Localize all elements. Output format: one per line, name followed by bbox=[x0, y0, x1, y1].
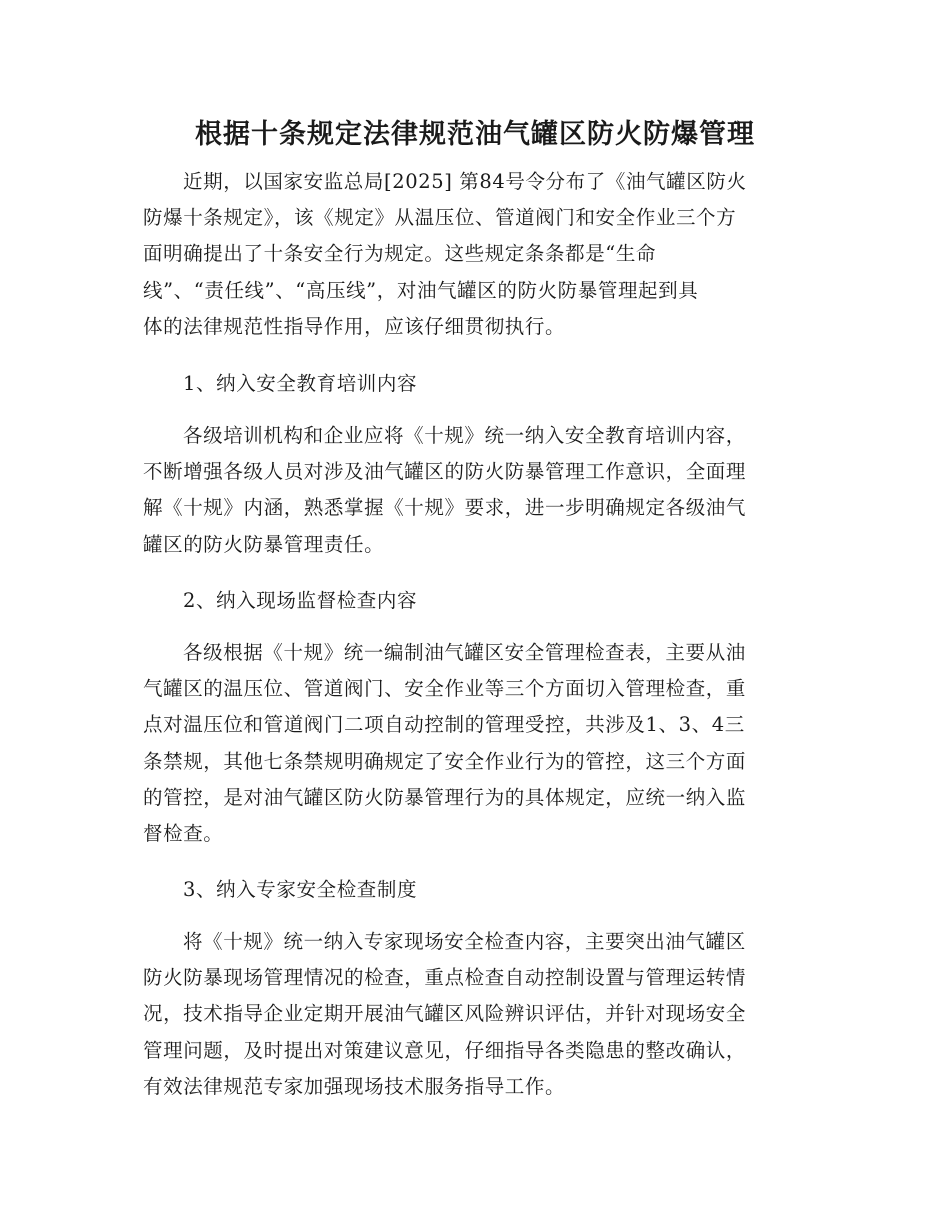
paragraph-line: 不断增强各级人员对涉及油气罐区的防火防暴管理工作意识，全面理 bbox=[143, 460, 747, 484]
paragraph-line: 点对温压位和管道阀门二项自动控制的管理受控，共涉及1、3、4三 bbox=[143, 713, 745, 737]
paragraph-line: 管理问题，及时提出对策建议意见，仔细指导各类隐患的整改确认， bbox=[143, 1038, 747, 1062]
paragraph-line: 条禁规，其他七条禁规明确规定了安全作业行为的管控，这三个方面 bbox=[143, 749, 747, 773]
section-heading-3: 3、纳入专家安全检查制度 bbox=[183, 878, 418, 901]
paragraph-line: 面明确提出了十条安全行为规定。这些规定条条都是“生命 bbox=[143, 242, 657, 266]
paragraph-line: 有效法律规范专家加强现场技术服务指导工作。 bbox=[143, 1074, 566, 1098]
paragraph-line: 体的法律规范性指导作用，应该仔细贯彻执行。 bbox=[143, 314, 566, 338]
paragraph-line: 督检查。 bbox=[143, 822, 224, 846]
paragraph-line: 防火防暴现场管理情况的检查，重点检查自动控制设置与管理运转情 bbox=[143, 966, 747, 990]
paragraph-line: 各级根据《十规》统一编制油气罐区安全管理检查表，主要从油 bbox=[183, 641, 746, 664]
intro-paragraph bbox=[143, 164, 793, 345]
paragraph-line: 况，技术指导企业定期开展油气罐区风险辨识评估，并针对现场安全 bbox=[143, 1002, 747, 1026]
paragraph-line: 将《十规》统一纳入专家现场安全检查内容，主要突出油气罐区 bbox=[183, 930, 746, 953]
paragraph-line: 罐区的防火防暴管理责任。 bbox=[143, 532, 385, 556]
paragraph-line: 近期，以国家安监总局[2025] 第84号令分布了《油气罐区防火 bbox=[183, 170, 747, 193]
paragraph-line: 防爆十条规定》，该《规定》从温压位、管道阀门和安全作业三个方 bbox=[143, 206, 737, 230]
section-heading-2: 2、纳入现场监督检查内容 bbox=[183, 589, 418, 612]
paragraph-line: 气罐区的温压位、管道阀门、安全作业等三个方面切入管理检查，重 bbox=[143, 677, 747, 701]
paragraph-line: 解《十规》内涵，熟悉掌握《十规》要求，进一步明确规定各级油气 bbox=[143, 496, 747, 520]
section-paragraph-2 bbox=[143, 635, 793, 852]
section-heading-1: 1、纳入安全教育培训内容 bbox=[183, 372, 418, 395]
paragraph-line: 各级培训机构和企业应将《十规》统一纳入安全教育培训内容， bbox=[183, 424, 746, 447]
section-paragraph-1 bbox=[143, 418, 793, 563]
paragraph-line: 线”、“责任线”、“高压线”，对油气罐区的防火防暴管理起到具 bbox=[143, 278, 699, 302]
paragraph-line: 的管控，是对油气罐区防火防暴管理行为的具体规定，应统一纳入监 bbox=[143, 785, 747, 809]
section-paragraph-3 bbox=[143, 924, 793, 1105]
document-title: 根据十条规定法律规范油气罐区防火防爆管理 bbox=[195, 119, 755, 150]
